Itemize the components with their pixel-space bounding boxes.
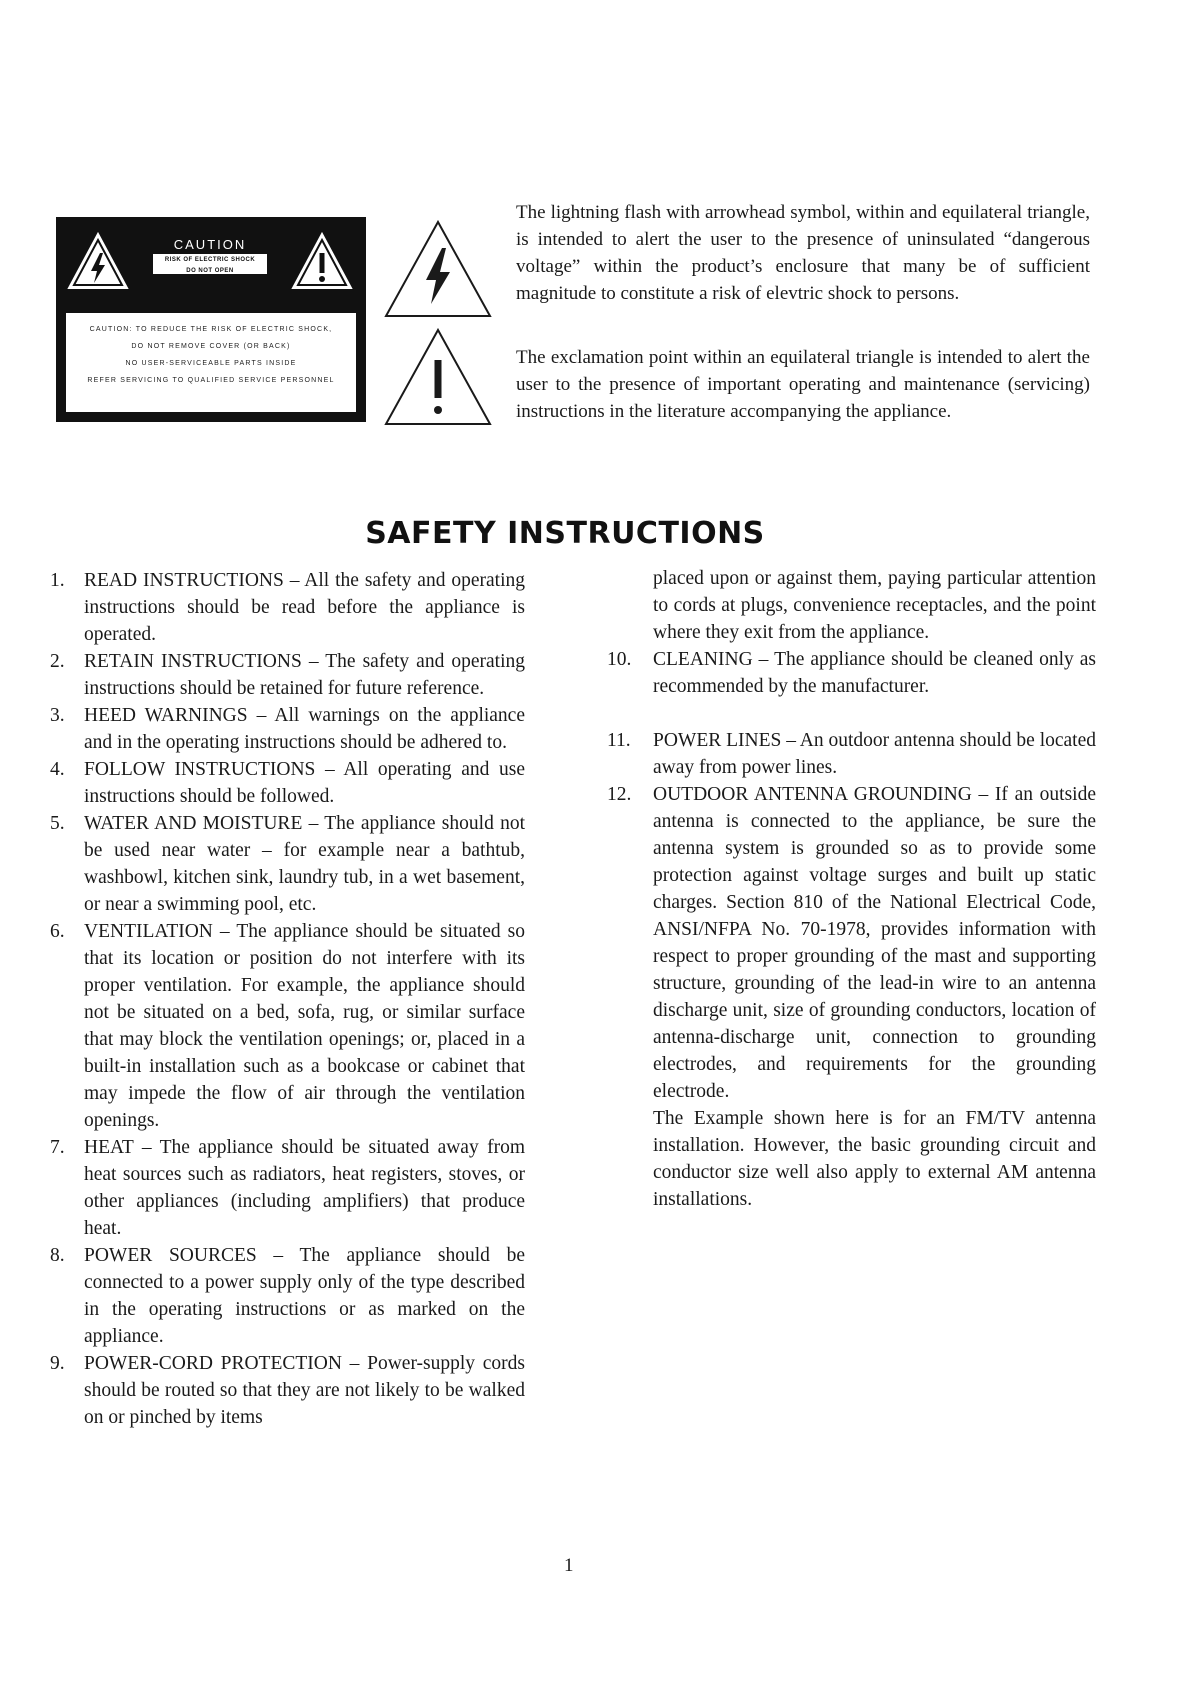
lightning-symbol-description: The lightning flash with arrowhead symbol, within and equilateral triangle, is intended to alert the user to the presence of uninsulated “dangerous voltage” within the product’s enclosure that many be of sufficient magnitude to constitute a risk of elevtric shock to persons. (516, 202, 1090, 304)
item-number: 8. (50, 1245, 65, 1266)
item-number: 7. (50, 1137, 65, 1158)
instruction-item (50, 702, 525, 756)
item-number: 3. (50, 705, 65, 726)
page-number: 1 (564, 1555, 574, 1576)
instruction-item (50, 918, 525, 1134)
item-text: FOLLOW INSTRUCTIONS – All operating and use instructions should be followed. (84, 759, 525, 807)
item-text: OUTDOOR ANTENNA GROUNDING – If an outside antenna is connected to the appliance, be sure the antenna system is grounded so as to provide some protection against voltage surges and built up static charges. Section 810 of the National Electrical Code, ANSI/NFPA No. 70-1978, provides information with respect to proper grounding of the mast and supporting structure, grounding of the lead-in wire to an antenna discharge unit, size of grounding conductors, location of antenna-discharge unit, connection to grounding electrodes, and requirements for the grounding electrode. (653, 784, 1096, 1102)
item-number: 5. (50, 813, 65, 834)
instruction-item (50, 810, 525, 918)
instruction-item (50, 756, 525, 810)
item-text: READ INSTRUCTIONS – All the safety and operating instructions should be read before the appliance is operated. (84, 570, 525, 645)
item-text: POWER SOURCES – The appliance should be connected to a power supply only of the type described in the operating instructions or as marked on the appliance. (84, 1245, 525, 1347)
instruction-item (50, 1350, 525, 1431)
item-number: 4. (50, 759, 65, 780)
instruction-item (50, 1242, 525, 1350)
caution-sub-line: DO NOT OPEN (186, 268, 234, 274)
exclamation-warning-icon (290, 231, 354, 291)
instructions-left-column (50, 567, 525, 1431)
item-text: POWER LINES – An outdoor antenna should be located away from power lines. (653, 730, 1097, 778)
antenna-note: The Example shown here is for an FM/TV antenna installation. However, the basic grounding circuit and conductor size well also apply to external AM antenna installations. (653, 1108, 1096, 1210)
item-number: 10. (607, 649, 632, 670)
instruction-item (607, 646, 1096, 700)
instructions-right-column (607, 565, 1097, 1213)
caution-text-panel (66, 313, 356, 412)
instruction-item (50, 567, 525, 648)
caution-header (151, 234, 269, 276)
item-text: RETAIN INSTRUCTIONS – The safety and operating instructions should be retained for future reference. (84, 651, 525, 699)
item-number: 1. (50, 570, 65, 591)
instruction-item (50, 648, 525, 702)
item-text: VENTILATION – The appliance should be situated so that its location or position do not interfere with its proper ventilation. For example, the appliance should not be situated on a bed, sofa, rug, or similar surface that may block the ventilation openings; or, placed in a built-in installation such as a bookcase or cabinet that may impede the flow of air through the ventilation openings. (84, 921, 525, 1131)
item-9-continuation: placed upon or against them, paying particular attention to cords at plugs, convenience receptacles, and the point where they exit from the appliance. (653, 568, 1096, 643)
caution-line: REFER SERVICING TO QUALIFIED SERVICE PERSONNEL (87, 377, 335, 384)
instruction-item (50, 1134, 525, 1242)
item-number: 11. (607, 730, 631, 751)
lightning-warning-icon (66, 231, 130, 291)
caution-label (56, 217, 366, 422)
item-text: HEED WARNINGS – All warnings on the appliance and in the operating instructions should be adhered to. (84, 705, 525, 753)
caution-line: DO NOT REMOVE COVER (OR BACK) (131, 343, 291, 350)
item-number: 9. (50, 1353, 65, 1374)
caution-line: CAUTION: TO REDUCE THE RISK OF ELECTRIC SHOCK, (89, 326, 333, 333)
caution-line: NO USER-SERVICEABLE PARTS INSIDE (125, 360, 297, 367)
caution-word: CAUTION (153, 236, 267, 254)
item-text: WATER AND MOISTURE – The appliance should not be used near water – for example near a bathtub, washbowl, kitchen sink, laundry tub, in a wet basement, or near a swimming pool, etc. (84, 813, 525, 915)
instruction-item (607, 727, 1097, 781)
item-number: 12. (607, 784, 632, 805)
item-text: CLEANING – The appliance should be cleaned only as recommended by the manufacturer. (653, 649, 1096, 697)
item-text: POWER-CORD PROTECTION – Power-supply cords should be routed so that they are not likely to be walked on or pinched by items (84, 1353, 525, 1428)
item-number: 2. (50, 651, 65, 672)
spacer (618, 700, 1096, 727)
page-title: SAFETY INSTRUCTIONS (365, 516, 765, 551)
exclamation-symbol-description: The exclamation point within an equilateral triangle is intended to alert the user to the presence of important operating and maintenance (servicing) instructions in the literature accompanying the appliance. (516, 347, 1090, 422)
item-text: HEAT – The appliance should be situated away from heat sources such as radiators, heat registers, stoves, or other appliances (including amplifiers) that produce heat. (84, 1137, 525, 1239)
caution-sub-line: RISK OF ELECTRIC SHOCK (164, 257, 256, 263)
instruction-item (607, 781, 1096, 1105)
lightning-triangle-icon (382, 218, 494, 320)
exclamation-triangle-icon (382, 326, 494, 428)
item-number: 6. (50, 921, 65, 942)
